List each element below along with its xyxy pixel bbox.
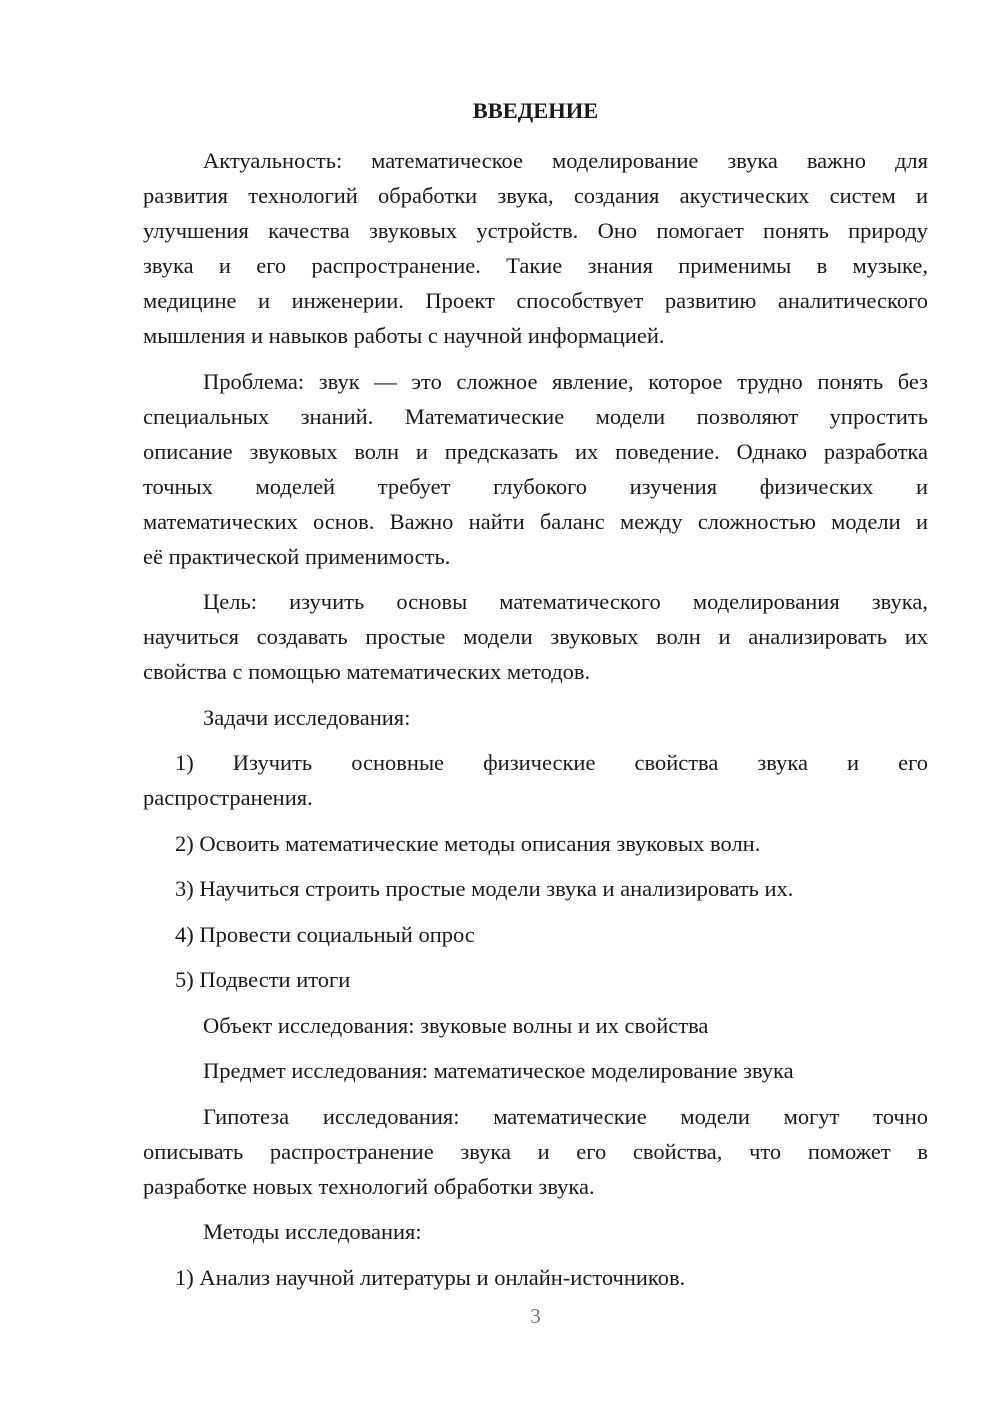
text-line: распространения. xyxy=(143,785,313,810)
text-line: свойства с помощью математических методов. xyxy=(143,659,591,684)
text-line: 3) Научиться строить простые модели звука и анализировать их. xyxy=(175,876,794,901)
text-line: описание звуковых волн и предсказать их поведение. Однако разработка xyxy=(143,438,928,464)
section-title: ВВЕДЕНИЕ xyxy=(472,98,599,123)
text-line: её практической применимость. xyxy=(143,543,451,569)
text-line: описывать распространение звука и его свойства, что поможет в xyxy=(143,1138,928,1164)
text-line: Методы исследования: xyxy=(203,1219,422,1244)
text-line: улучшения качества звуковых устройств. Оно помогает понять природу xyxy=(143,218,928,243)
paragraph xyxy=(143,1099,928,1204)
list-item xyxy=(143,871,928,906)
text-line: развития технологий обработки звука, создания акустических систем и xyxy=(143,183,928,208)
text-line: математических основ. Важно найти баланс между сложностью модели и xyxy=(143,508,928,534)
list-item xyxy=(143,1260,928,1295)
text-line: 1) Изучить основные физические свойства звука и его xyxy=(175,750,928,775)
document-body xyxy=(143,143,928,1295)
page-number: 3 xyxy=(530,1304,541,1328)
text-line: медицине и инженерии. Проект способствует развитию аналитического xyxy=(143,288,928,313)
list-item xyxy=(143,826,928,861)
text-line: мышления и навыков работы с научной информацией. xyxy=(143,323,665,348)
text-line: Задачи исследования: xyxy=(203,704,411,730)
list-item xyxy=(143,745,928,815)
text-line: звука и его распространение. Такие знания применимы в музыке, xyxy=(143,253,928,278)
paragraph xyxy=(143,584,928,689)
text-line: Цель: изучить основы математического моделирования звука, xyxy=(203,589,928,614)
text-line: разработке новых технологий обработки звука. xyxy=(143,1173,595,1199)
paragraph xyxy=(143,364,928,574)
text-line: 4) Провести социальный опрос xyxy=(175,921,475,947)
paragraph xyxy=(143,1053,928,1088)
text-line: точных моделей требует глубокого изучения физических и xyxy=(143,473,928,499)
paragraph xyxy=(143,1214,928,1249)
text-line: 2) Освоить математические методы описания звуковых волн. xyxy=(175,830,761,856)
text-line: Объект исследования: звуковые волны и их свойства xyxy=(203,1012,709,1038)
paragraph xyxy=(143,143,928,353)
text-line: 5) Подвести итоги xyxy=(175,967,351,992)
text-line: Проблема: звук — это сложное явление, которое трудно понять без xyxy=(203,368,928,394)
text-line: 1) Анализ научной литературы и онлайн-источников. xyxy=(175,1264,686,1290)
list-item xyxy=(143,962,928,997)
text-line: научиться создавать простые модели звуковых волн и анализировать их xyxy=(143,624,928,649)
text-line: Гипотеза исследования: математические модели могут точно xyxy=(203,1103,928,1129)
list-item xyxy=(143,917,928,952)
paragraph xyxy=(143,1008,928,1043)
text-line: Актуальность: математическое моделирование звука важно для xyxy=(203,148,928,173)
document-page xyxy=(143,93,928,1305)
text-line: специальных знаний. Математические модели позволяют упростить xyxy=(143,403,928,429)
paragraph xyxy=(143,700,928,735)
text-line: Предмет исследования: математическое моделирование звука xyxy=(203,1058,794,1083)
